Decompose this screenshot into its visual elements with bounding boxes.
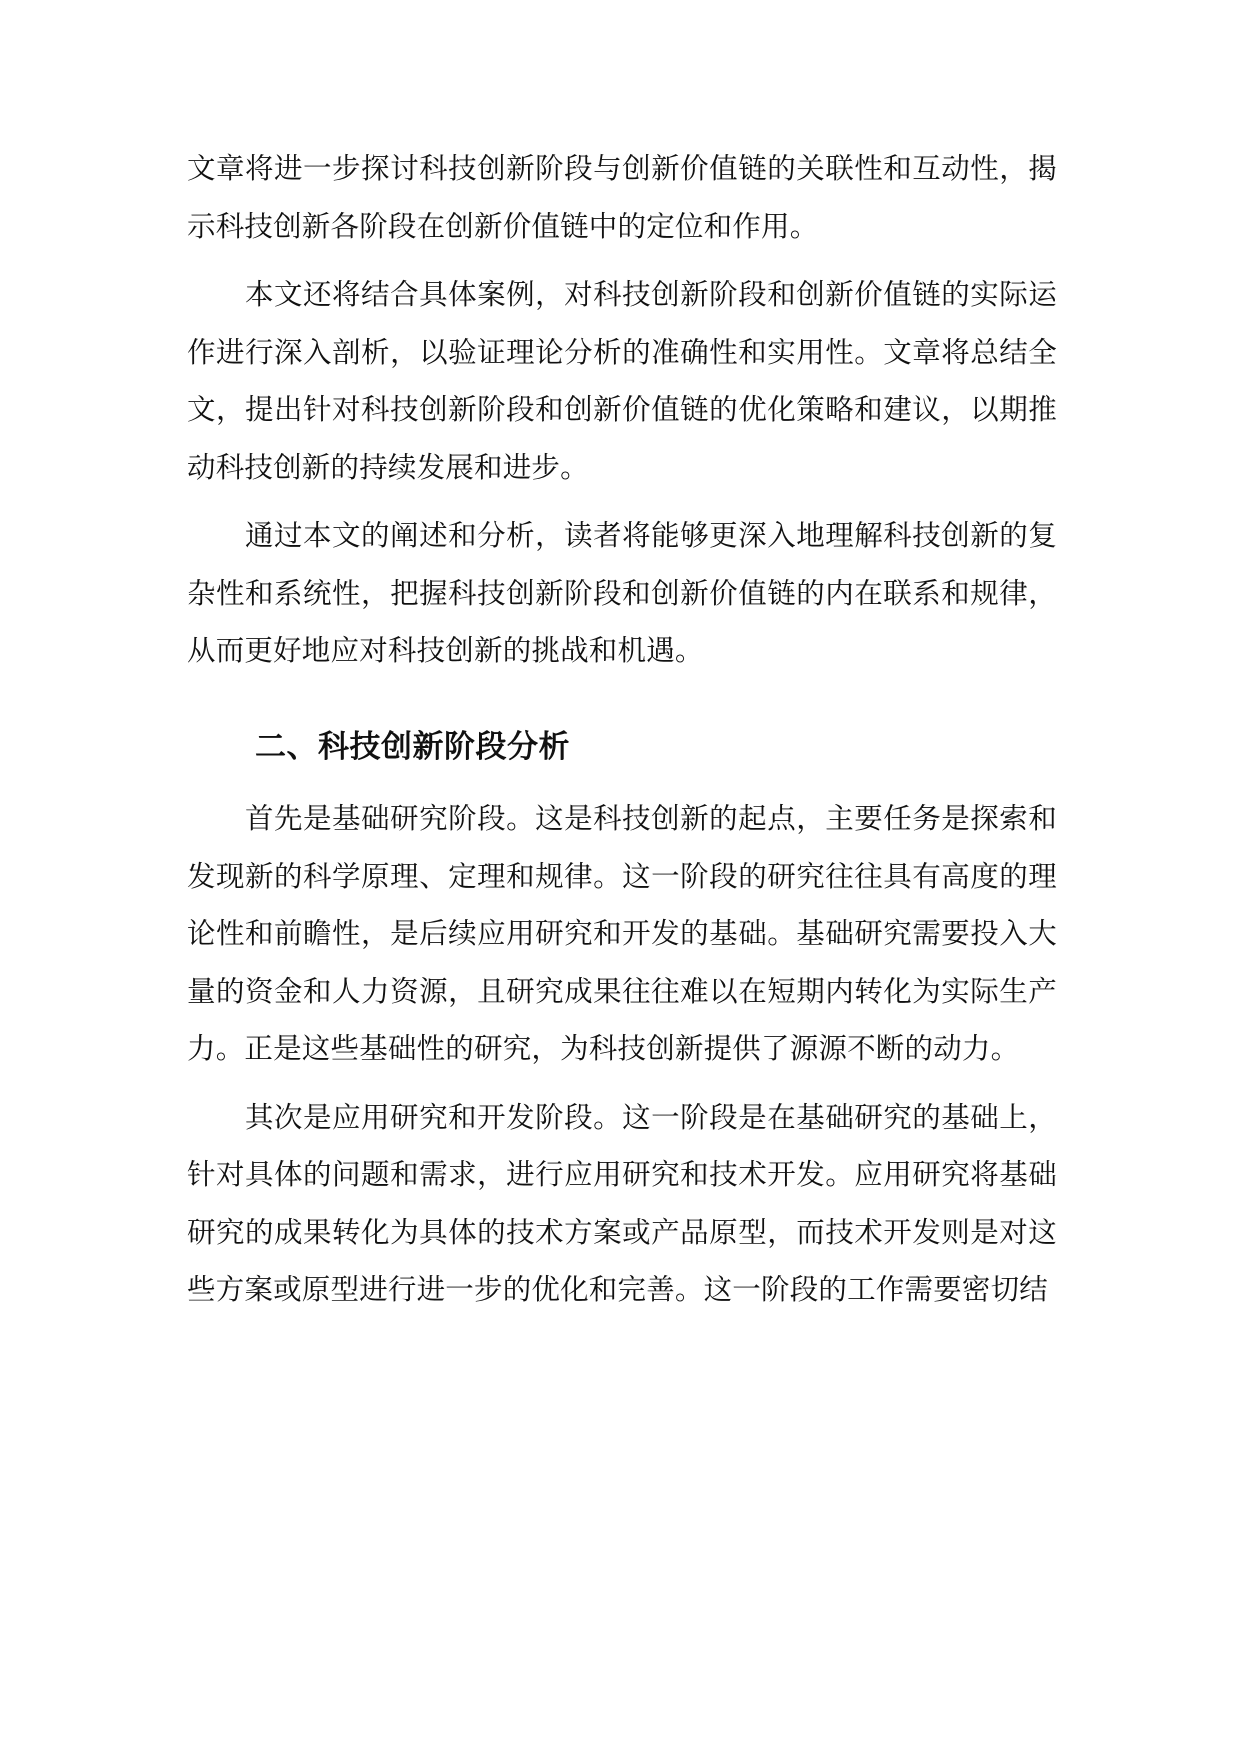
paragraph-gap [187,255,1057,266]
heading-gap [187,776,1057,790]
heading-gap [187,680,1057,719]
paragraph-summary: 通过本文的阐述和分析，读者将能够更深入地理解科技创新的复杂性和系统性，把握科技创新阶段和创新价值链的内在联系和规律，从而更好地应对科技创新的挑战和机遇。 [187,519,1057,667]
paragraph-gap [187,1078,1057,1089]
paragraph-case-analysis: 本文还将结合具体案例，对科技创新阶段和创新价值链的实际运作进行深入剖析，以验证理论分析的准确性和实用性。文章将总结全文，提出针对科技创新阶段和创新价值链的优化策略和建议，以期推动科技创新的持续发展和进步。 [187,278,1057,484]
document-body [187,140,1057,1319]
paragraph-continuation: 文章将进一步探讨科技创新阶段与创新价值链的关联性和互动性，揭示科技创新各阶段在创新价值链中的定位和作用。 [187,152,1057,243]
paragraph-applied-research: 其次是应用研究和开发阶段。这一阶段是在基础研究的基础上，针对具体的问题和需求，进行应用研究和技术开发。应用研究将基础研究的成果转化为具体的技术方案或产品原型，而技术开发则是对这些方案或原型进行进一步的优化和完善。这一阶段的工作需要密切结 [187,1100,1057,1306]
paragraph-gap [187,496,1057,507]
paragraph-basic-research: 首先是基础研究阶段。这是科技创新的起点，主要任务是探索和发现新的科学原理、定理和规律。这一阶段的研究往往具有高度的理论性和前瞻性，是后续应用研究和开发的基础。基础研究需要投入大量的资金和人力资源，且研究成果往往难以在短期内转化为实际生产力。正是这些基础性的研究，为科技创新提供了源源不断的动力。 [187,802,1057,1065]
section-heading: 二、科技创新阶段分析 [255,728,570,765]
